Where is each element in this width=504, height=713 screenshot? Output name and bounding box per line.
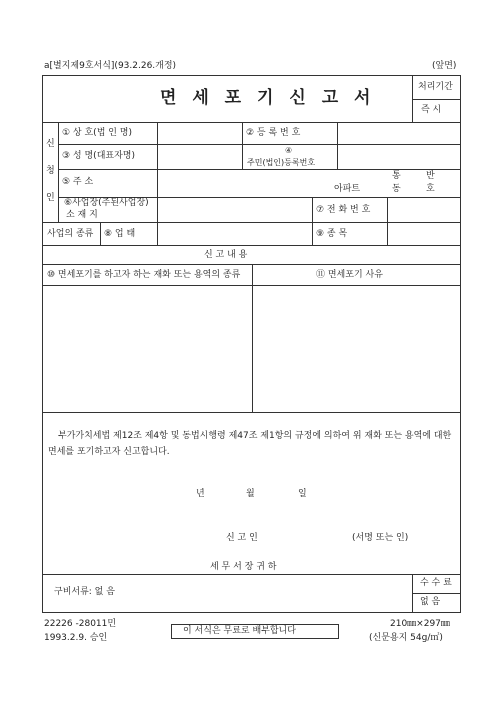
- column-goods-services: ⑩ 면세포기를 하고자 하는 재화 또는 용역의 종류: [47, 270, 241, 280]
- paper-type: (신문용지 54g/㎡): [369, 633, 443, 643]
- fee-label: 수 수 료: [420, 578, 452, 588]
- processing-period-label: 처리기간: [418, 82, 453, 92]
- label-business-name: ① 상 호(법 인 명): [62, 128, 133, 138]
- form-code: 22226 -28011민: [44, 619, 117, 629]
- required-documents: 구비서류: 없 음: [54, 587, 115, 597]
- label-address: ⑤ 주 소: [62, 177, 94, 187]
- declarant-label: 신 고 인: [226, 533, 258, 543]
- address-ho: 호: [426, 184, 435, 194]
- label-business-location-2: 소 재 지: [66, 210, 98, 220]
- label-id-number-mark: ④: [285, 146, 293, 155]
- applicant-side-char-3: 인: [46, 193, 55, 203]
- paper-size: 210㎜×297㎜: [390, 619, 450, 629]
- processing-period-value: 즉 시: [421, 105, 442, 115]
- fee-value: 없 음: [420, 597, 441, 607]
- address-ban: 반: [426, 171, 435, 181]
- address-tong: 통: [392, 171, 401, 181]
- label-business-item: ⑨ 종 목: [316, 229, 348, 239]
- label-business-kind: 사업의 종류: [47, 229, 94, 239]
- date-month: 월: [246, 489, 255, 499]
- form-title: 면 세 포 기 신 고 서: [160, 88, 376, 108]
- label-registration-number: ② 등 록 번 호: [246, 128, 301, 138]
- column-waiver-reason: ⑪ 면세포기 사유: [316, 270, 383, 280]
- applicant-side-char-1: 신: [46, 139, 55, 149]
- label-representative: ③ 성 명(대표자명): [62, 151, 135, 161]
- applicant-side-char-2: 청: [46, 166, 55, 176]
- address-dong: 동: [392, 184, 401, 194]
- label-business-location-1: ⑥사업장(주된사업장): [64, 198, 149, 208]
- approval-date: 1993.2.9. 승인: [44, 633, 108, 643]
- section-title-content: 신 고 내 용: [204, 250, 248, 260]
- page-side-label: (앞면): [432, 61, 457, 71]
- free-notice-box: [171, 624, 339, 639]
- address-apartment: 아파트: [334, 184, 361, 194]
- label-id-number: 주민(법인)등록번호: [247, 158, 316, 167]
- date-year: 년: [196, 489, 205, 499]
- free-notice: 이 서식은 무료로 배부합니다: [183, 626, 296, 636]
- date-day: 일: [298, 489, 307, 499]
- declaration-statement: 부가가치세법 제12조 제4항 및 동법시행령 제47조 제1항의 규정에 의하여 위 재화 또는 용역에 대한 면세를 포기하고자 신고합니다.: [48, 431, 452, 457]
- label-business-type: ⑧ 업 태: [104, 229, 136, 239]
- form-reference: a[별지제9호서식](93.2.26.개정): [44, 61, 177, 71]
- addressee: 세 무 서 장 귀 하: [210, 562, 277, 572]
- label-phone-number: ⑦ 전 화 번 호: [316, 205, 371, 215]
- sign-note: (서명 또는 인): [352, 533, 409, 543]
